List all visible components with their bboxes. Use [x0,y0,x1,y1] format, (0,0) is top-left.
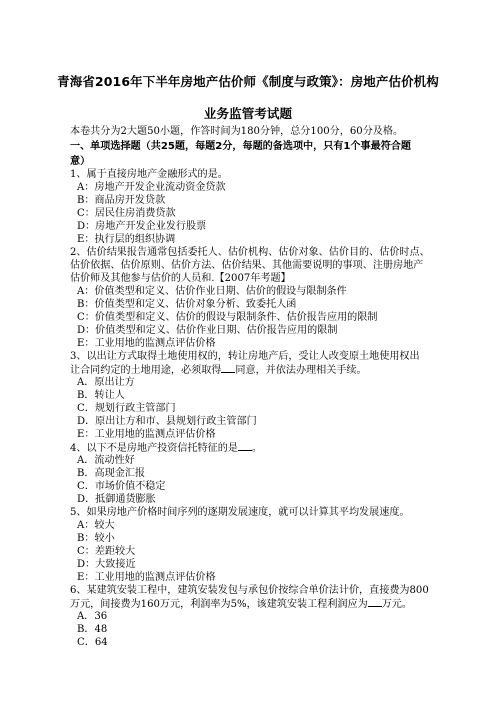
question-4-stem-part2: 。 [251,443,263,454]
question-5-option-e: E：工业用地的监测点评估价格 [77,572,216,583]
question-3-option-e: E：工业用地的监测点评估价格 [77,429,216,440]
answer-blank [368,597,382,607]
section-heading-cont: 意） [70,156,91,167]
question-1-option-a: A：房地产开发企业流动资金贷款 [77,182,226,193]
question-2-stem-line3: 估价师及其他参与估价的人员和.【2007年考题】 [70,273,291,284]
question-3-stem-line2 [70,363,367,377]
question-2-option-e: E：工业用地的监测点评估价格 [77,338,216,349]
document-title-line1: 青海省2016年下半年房地产估价师《制度与政策》：房地产估价机构 [57,74,439,89]
question-5-option-b: B：较小 [77,533,115,544]
question-3-stem-part1: 让合同约定的土地用途，必须取得 [70,365,222,376]
question-2-option-a: A：价值类型和定义、估价作业日期、估价的假设与限制条件 [77,286,347,297]
question-3-option-b: B．转让人 [77,390,125,401]
question-1-option-d: D：房地产开发企业发行股票 [77,221,207,232]
question-2-option-b: B：价值类型和定义、估价对象分析、致委托人函 [77,299,297,310]
question-4-stem [70,441,262,455]
question-2-option-c: C：价值类型和定义、估价的假设与限制条件、估价报告应用的限制 [77,312,378,323]
question-2-stem-line1: 2、估价结果报告通常包括委托人、估价机构、估价对象、估价目的、估价时点、 [70,247,430,258]
question-6-stem-part2: 万元。 [381,599,412,610]
question-6-stem-line1: 6、某建筑安装工程中，建筑安装发包与承包价按综合单价法计价，直接费为800 [70,585,429,596]
question-5-stem: 5、如果房地产价格时间序列的逐期发展速度，就可以计算其平均发展速度。 [70,507,410,518]
question-3-option-a: A．原出让方 [77,377,135,388]
section-heading: 一、单项选择题（共25题，每题2分，每题的备选项中，只有1个事最符合题 [70,141,411,152]
question-5-option-a: A：较大 [77,520,115,531]
question-6-stem-line2 [70,597,412,611]
question-4-option-a: A．流动性好 [77,455,135,466]
question-3-stem-part2: 同意，并依法办理相关手续。 [235,365,367,376]
question-5-option-c: C：差距较大 [77,546,136,557]
question-4-stem-part1: 4、以下不是房地产投资信托特征的是 [70,443,238,454]
question-6-option-c: C．64 [77,637,108,648]
question-6-stem-part1: 万元，间接费为160万元，利润率为5%，该建筑安装工程利润应为 [70,599,368,610]
question-1-option-e: E：执行层的组织协调 [77,234,176,245]
question-1-stem: 1、属于直接房地产金融形式的是。 [70,169,228,180]
answer-blank [238,441,252,451]
question-2-stem-line2: 估价依据、估价原则、估价方法、估价结果、其他需要说明的事项、注册房地产 [70,260,424,271]
question-3-stem-line1: 3、以出让方式取得土地使用权的，转让房地产后，受让人改变原土地使用权出 [70,351,420,362]
question-1-option-b: B：商品房开发贷款 [77,195,166,206]
question-3-option-d: D．原出让方和市、县规划行政主管部门 [77,416,257,427]
question-3-option-c: C．规划行政主管部门 [77,403,176,414]
question-4-option-c: C．市场价值不稳定 [77,481,166,492]
question-1-option-c: C：居民住房消费贷款 [77,208,176,219]
question-2-option-d: D：价值类型和定义、估价作业日期、估价报告应用的限制 [77,325,338,336]
document-title-line2: 业务监管考试题 [203,106,293,121]
question-6-option-a: A．36 [77,611,108,622]
exam-intro: 本卷共分为2大题50小题，作答时间为180分钟，总分100分，60分及格。 [70,126,404,137]
question-6-option-b: B．48 [77,624,108,635]
question-4-option-d: D．抵御通货膨胀 [77,494,156,505]
answer-blank [221,363,235,373]
question-5-option-d: D：大致接近 [77,559,136,570]
question-4-option-b: B．高现金汇报 [77,468,145,479]
